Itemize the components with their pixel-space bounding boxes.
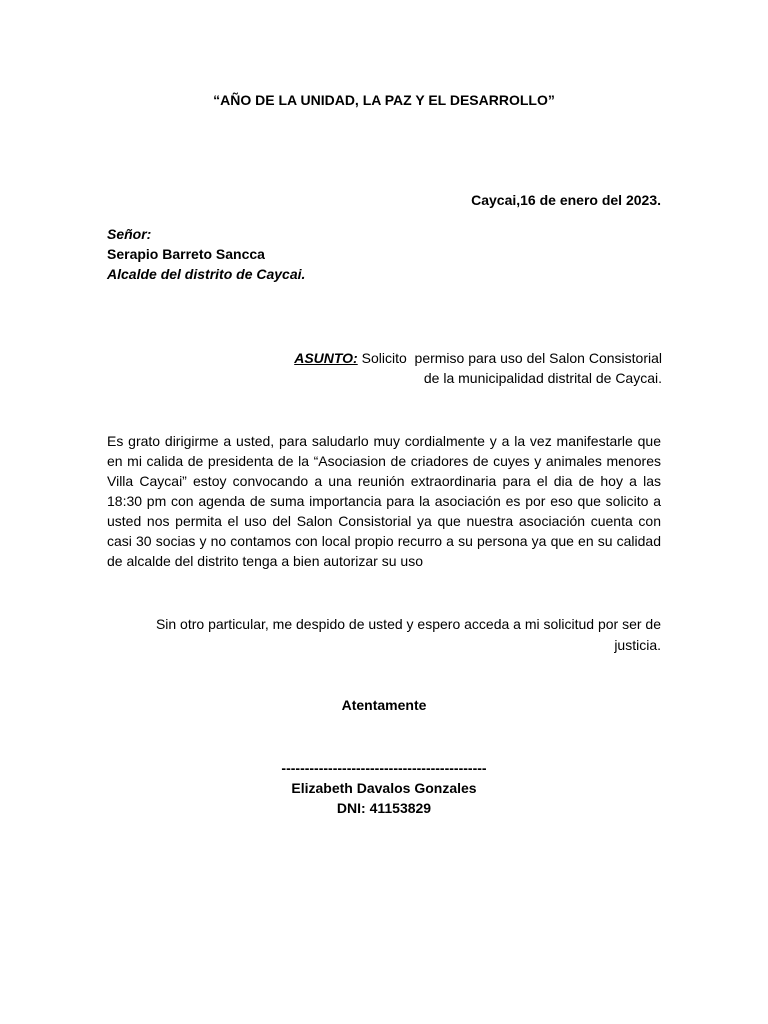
signature-line: --------------------------------------------	[281, 760, 487, 776]
recipient-title: Alcalde del distrito de Caycai.	[107, 266, 306, 282]
signer-name: Elizabeth Davalos Gonzales	[291, 780, 477, 796]
closing-paragraph: Sin otro particular, me despido de usted y espero acceda a mi solicitud por ser de justicia.	[155, 616, 661, 653]
subject-label: ASUNTO:	[294, 350, 358, 366]
letter-date: Caycai,16 de enero del 2023.	[471, 192, 661, 208]
salutation: Señor:	[107, 226, 152, 242]
letter-body: Es grato dirigirme a usted, para saludarlo muy cordialmente y a la vez manifestarle que en mi calida de presidenta de la “Asociasion de criadores de cuyes y animales menores Villa Caycai” estoy convocando a una reunión extraordinaria para el dia de hoy a las 18:30 pm con agenda de suma importancia para la asociación es por eso que solicito a usted nos permita el uso del Salon Consistorial ya que nuestra asociación cuenta con casi 30 socias y no contamos con local propio recurro a su persona ya que en su calidad de alcalde del distrito tenga a bien autorizar su uso	[107, 433, 661, 569]
year-motto: “AÑO DE LA UNIDAD, LA PAZ Y EL DESARROLLO”	[213, 92, 555, 108]
subject-block	[265, 348, 662, 388]
recipient-block	[107, 224, 305, 284]
signer-dni: DNI: 41153829	[336, 800, 432, 816]
signature-block	[0, 758, 768, 818]
sign-off: Atentamente	[341, 697, 427, 713]
subject-line-2: de la municipalidad distrital de Caycai.	[423, 370, 662, 386]
subject-line-1	[265, 348, 662, 368]
recipient-name: Serapio Barreto Sancca	[107, 246, 265, 262]
subject-text-1: Solicito permiso para uso del Salon Consistorial	[357, 350, 662, 366]
